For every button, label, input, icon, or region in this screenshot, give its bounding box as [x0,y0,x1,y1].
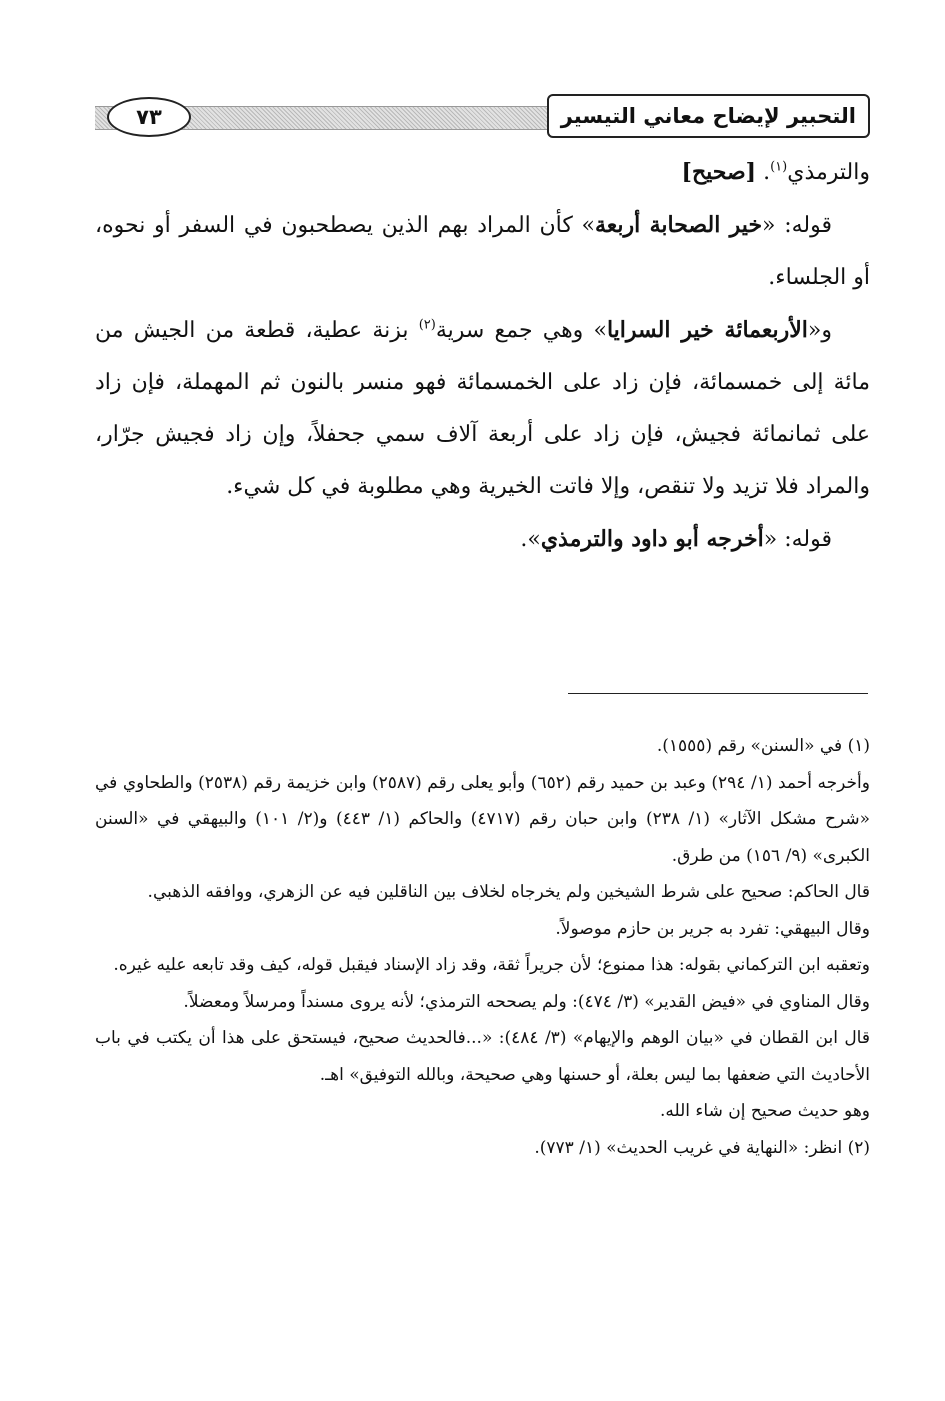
paragraph-3-quote: الأربعمائة خير السرايا [606,317,808,343]
paragraph-2-rest: » كأن المراد بهم الذين يصطحبون في السفر أو نحوه، أو الجلساء. [95,213,870,290]
footnote-1-hakim: قال الحاكم: صحيح على شرط الشيخين ولم يخرجاه لخلاف بين الناقلين فيه عن الزهري، ووافقه الذهبي. [147,882,870,902]
footnote-ref-1: (١) [770,159,788,175]
footnote-ref-2: (٢) [418,317,436,333]
footnote-1: (١) في «السنن» رقم (١٥٥٥). [656,736,870,756]
hadith-grade: [صحيح] [681,159,757,185]
footnote-1-bayhaqi: وقال البيهقي: تفرد به جرير بن حازم موصولاً. [555,918,870,939]
footnote-1-verdict: وهو حديث صحيح إن شاء الله. [659,1101,870,1121]
paragraph-1-text: والترمذي [787,160,870,185]
footnote-1-sources: وأخرجه أحمد (١/ ٢٩٤) وعبد بن حميد رقم (٦٥٢) وأبو يعلى رقم (٢٥٨٧) وابن خزيمة رقم (٢٥٣٨) والطحاوي في «شرح مشكل الآثار» (١/ ٢٣٨) وابن حبان رقم (٤٧١٧) والحاكم (١/ ٤٤٣) و(٢/ ١٠١) والبيهقي في «السنن الكبرى» (٩/ ١٥٦) من طرق. [95,772,870,866]
footnote-2: (٢) انظر: «النهاية في غريب الحديث» (١/ ٧٧٣). [534,1137,870,1158]
page-number: ٧٣ [107,97,191,137]
paragraph-3-mid: » وهي جمع سرية [435,318,607,343]
paragraph-4-prefix: قوله: « [763,527,832,552]
paragraph-3 [95,304,870,513]
paragraph-3-rest: بزنة عطية، قطعة من الجيش من مائة إلى خمسمائة، فإن زاد على الخمسمائة فهو منسر بالنون ثم المهملة، فإن زاد على ثمانمائة فجيش، فإن زاد على أربعة آلاف سمي جحفلاً، وإن زاد فجيش جرّار، والمراد فلا تزيد ولا تنقص، وإلا فاتت الخيرية وهي مطلوبة في كل شيء. [95,318,870,499]
paragraph-2 [95,199,870,304]
book-title: التحبير لإيضاح معاني التيسير [547,94,870,138]
paragraph-3-prefix: و« [807,318,832,343]
main-text [95,146,870,566]
footnotes [95,728,870,1166]
paragraph-1-tail: . [756,160,771,185]
footnote-1-qattan: قال ابن القطان في «بيان الوهم والإيهام» (٣/ ٤٨٤): «...فالحديث صحيح، فيستحق على هذا أن يكتب في باب الأحاديث التي ضعفها بما ليس بعلة، أو حسنها وهي صحيحة، وبالله التوفيق» اهـ. [95,1028,870,1085]
paragraph-4 [95,513,870,566]
paragraph-4-quote: أخرجه أبو داود والترمذي [540,526,764,552]
paragraph-4-rest: ». [520,527,541,552]
footnote-1-turkmani: وتعقبه ابن التركماني بقوله: هذا ممنوع؛ لأن جريراً ثقة، وقد زاد الإسناد فيقبل قوله، كيف وقد تابعه عليه غيره. [113,955,870,975]
paragraph-2-prefix: قوله: « [762,213,832,238]
footnote-separator [568,693,868,694]
footnote-1-munawi: وقال المناوي في «فيض القدير» (٣/ ٤٧٤): ولم يصححه الترمذي؛ لأنه يروى مسنداً ومرسلاً ومعضلاً. [183,991,870,1012]
paragraph-1 [95,146,870,199]
paragraph-2-quote: خير الصحابة أربعة [594,212,763,238]
page-header [95,92,870,154]
